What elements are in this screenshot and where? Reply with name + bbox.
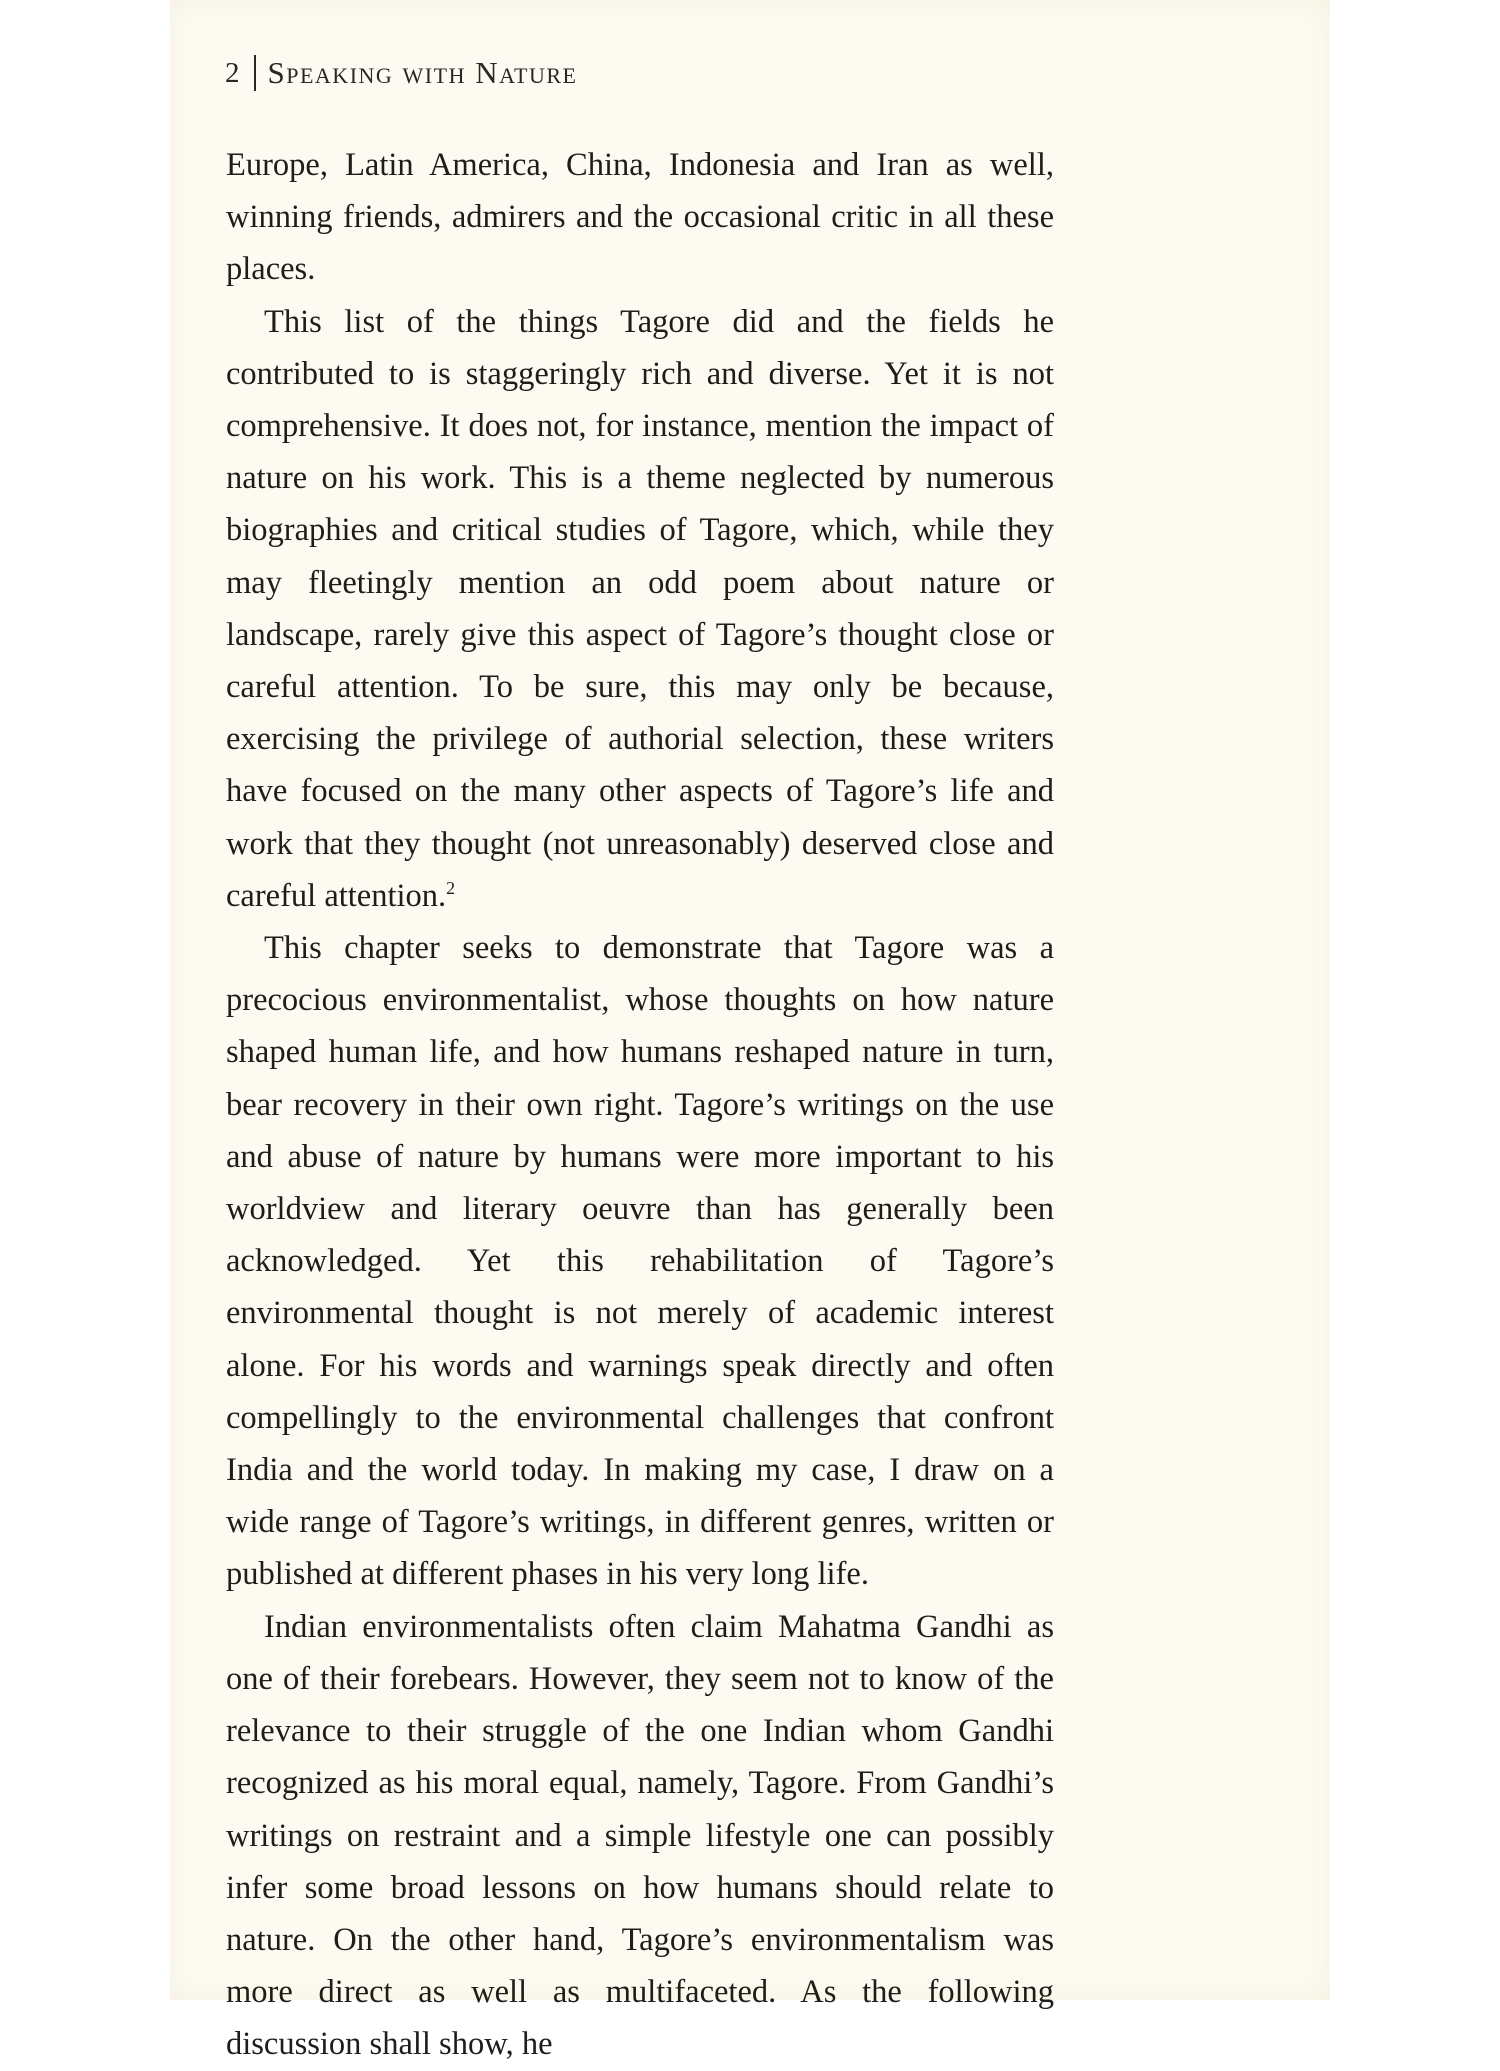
body-text: [226, 139, 1054, 2071]
running-head: [225, 55, 577, 91]
paragraph-continued: [226, 139, 1054, 296]
paragraph: [226, 922, 1054, 1601]
paragraph-text: This list of the things Tagore did and the fields he contributed to is staggeringly rich and diverse. Yet it is not comprehensive. It does not, for instance, mention the impact of nature on his work. This is a theme neglected by numerous biographies and critical studies of Tagore, which, while they may fleetingly mention an odd poem about nature or landscape, rarely give this aspect of Tagore’s thought close or careful attention. To be sure, this may only be because, exercising the privilege of authorial selection, these writers have focused on the many other aspects of Tagore’s life and work that they thought (not unreasonably) deserved close and careful attention.: [226, 303, 1054, 914]
paragraph-text: Indian environmentalists often claim Mahatma Gandhi as one of their forebears. However, they seem not to know of the relevance to their struggle of the one Indian whom Gandhi recognized as his moral equal, namely, Tagore. From Gandhi’s writings on restraint and a simple lifestyle one can possibly infer some broad lessons on how humans should relate to nature. On the other hand, Tagore’s environmentalism was more direct as well as multifaceted. As the following discussion shall show, he: [226, 1608, 1054, 2063]
paragraph: [226, 1601, 1054, 2071]
paragraph: [226, 296, 1054, 922]
running-head-divider: [254, 55, 256, 91]
paragraph-text: Europe, Latin America, China, Indonesia and Iran as well, winning friends, admirers and the occasional critic in all these places.: [226, 147, 1054, 288]
book-page: [170, 0, 1330, 2063]
footnote-marker[interactable]: 2: [446, 878, 456, 899]
paragraph-text: This chapter seeks to demonstrate that Tagore was a precocious environmentalist, whose thoughts on how nature shaped human life, and how humans reshaped nature in turn, bear recovery in their own right. Tagore’s writings on the use and abuse of nature by humans were more important to his worldview and literary oeuvre than has generally been acknowledged. Yet this rehabilitation of Tagore’s environmental thought is not merely of academic interest alone. For his words and warnings speak directly and often compellingly to the environmental challenges that confront India and the world today. In making my case, I draw on a wide range of Tagore’s writings, in different genres, written or published at different phases in his very long life.: [226, 930, 1054, 1593]
running-head-title: Speaking with Nature: [267, 55, 578, 90]
page-number: 2: [225, 56, 241, 89]
